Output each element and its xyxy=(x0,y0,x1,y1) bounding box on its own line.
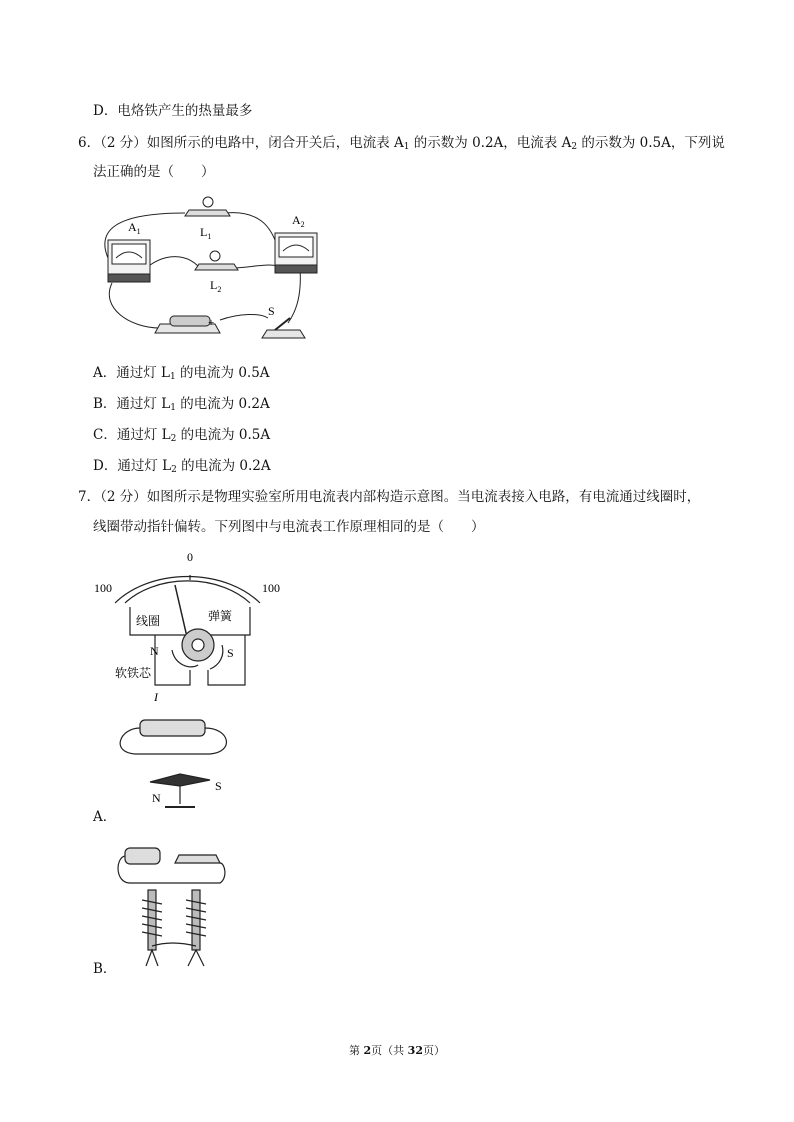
q7-option-a-label: A． xyxy=(93,809,117,825)
q6-option-a: A．通过灯 $L_1$ 的电流为 0.5A xyxy=(93,365,270,382)
q5-option-d: D．电烙铁产生的热量最多 xyxy=(93,103,253,119)
core-label: 软铁芯 xyxy=(115,666,152,680)
page-footer: 第 2页（共 32页） xyxy=(349,1044,445,1057)
meter-left-label: 100 xyxy=(94,581,112,595)
q7-stem-line1: 7．（2 分）如图所示是物理实验室所用电流表内部构造示意图。当电流表接入电路，有电流通过线圈时， xyxy=(78,489,701,505)
meter-s-label: S xyxy=(227,646,234,660)
label-a2: $A_2$ xyxy=(292,213,305,229)
label-a1: $A_1$ xyxy=(128,220,141,236)
label-l1: $L_1$ xyxy=(200,225,212,241)
meter-right-label: 100 xyxy=(262,581,280,595)
q6-option-d: D．通过灯 $L_2$ 的电流为 0.2A xyxy=(93,458,271,475)
q7-ammeter-figure xyxy=(90,545,290,705)
coil-label: 线圈 xyxy=(136,614,161,628)
q6-option-b: B．通过灯 $L_1$ 的电流为 0.2A xyxy=(93,396,270,413)
q7-stem-line2: 线圈带动指针偏转。下列图中与电流表工作原理相同的是（ ） xyxy=(93,519,485,535)
q6-option-c: C．通过灯 $L_2$ 的电流为 0.5A xyxy=(93,427,271,444)
q7-option-b-label: B． xyxy=(93,961,117,977)
meter-zero-label: 0 xyxy=(187,550,193,564)
q6-stem-line1: 6．（2 分）如图所示的电路中，闭合开关后，电流表 $A_1$ 的示数为 0.2A，电流表 $A_2$ 的示数为 0.5A，下列说 xyxy=(78,135,725,152)
option-a-n-label: N xyxy=(152,791,161,805)
meter-n-label: N xyxy=(150,644,159,658)
q6-stem-line2: 法正确的是（ ） xyxy=(93,164,215,180)
q7-option-b-figure xyxy=(110,838,230,970)
label-plus: + xyxy=(208,317,215,329)
current-label: I xyxy=(154,690,158,704)
label-s: S xyxy=(268,304,275,318)
spring-label: 弹簧 xyxy=(208,609,233,623)
option-a-s-label: S xyxy=(215,779,222,793)
q6-circuit-figure xyxy=(90,188,340,348)
q7-option-a-figure xyxy=(110,712,240,810)
label-l2: $L_2$ xyxy=(210,278,222,294)
